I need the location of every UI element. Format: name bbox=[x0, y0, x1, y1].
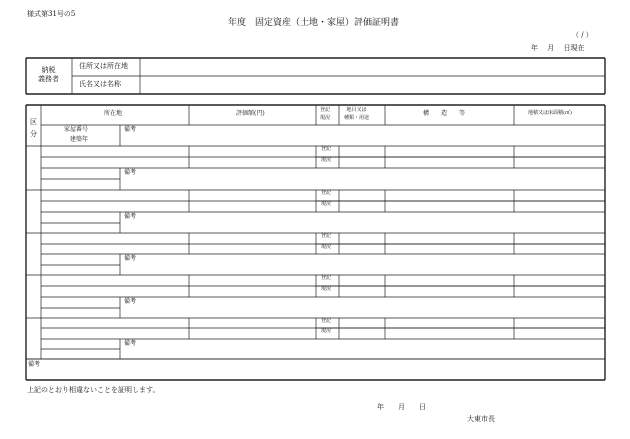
col-registry-current: 登記 現況 bbox=[320, 107, 331, 121]
page-counter: （ / ） bbox=[572, 31, 593, 39]
current-label: 現況 bbox=[321, 201, 332, 207]
page-title: 年度 固定資産（土地・家屋）評価証明書 bbox=[228, 18, 400, 28]
issuer: 大東市長 bbox=[467, 415, 495, 423]
registry-label: 登記 bbox=[321, 190, 332, 196]
registry-label: 登記 bbox=[321, 233, 332, 239]
name-label: 氏名又は名称 bbox=[79, 80, 121, 88]
registry-label: 登記 bbox=[321, 318, 332, 324]
form-number: 様式第31号の5 bbox=[27, 10, 76, 18]
row-remarks-label: 備考 bbox=[124, 213, 137, 220]
registry-label: 登記 bbox=[321, 146, 332, 152]
col-land-category: 地目又は 種類・用途 bbox=[344, 107, 370, 121]
current-label: 現況 bbox=[321, 328, 332, 334]
header-remarks-label: 備考 bbox=[124, 126, 137, 133]
col-location: 所在地 bbox=[104, 110, 123, 117]
issue-date: 年 月 日 bbox=[377, 403, 426, 411]
table-remarks-label: 備考 bbox=[28, 361, 41, 368]
current-label: 現況 bbox=[321, 157, 332, 163]
certification-text: 上記のとおり相違ないことを証明します。 bbox=[27, 386, 160, 394]
current-label: 現況 bbox=[321, 244, 332, 250]
built-year-label: 建築年 bbox=[70, 136, 89, 143]
col-category: 区 分 bbox=[30, 118, 37, 138]
col-area: 地積又は床面積(㎡) bbox=[528, 110, 572, 116]
row-remarks-label: 備考 bbox=[124, 298, 137, 305]
col-structure: 構 造 等 bbox=[423, 110, 466, 117]
row-remarks-label: 備考 bbox=[124, 169, 137, 176]
row-remarks-label: 備考 bbox=[124, 340, 137, 347]
current-label: 現況 bbox=[321, 286, 332, 292]
col-value: 評価額(円) bbox=[236, 110, 265, 117]
address-label: 住所又は所在地 bbox=[79, 62, 128, 70]
house-number-label: 家屋番号 bbox=[64, 126, 89, 133]
as-of-date: 年 月 日現在 bbox=[531, 44, 585, 52]
row-remarks-label: 備考 bbox=[124, 255, 137, 262]
registry-label: 登記 bbox=[321, 275, 332, 281]
taxpayer-label: 納税 義務者 bbox=[38, 66, 59, 83]
